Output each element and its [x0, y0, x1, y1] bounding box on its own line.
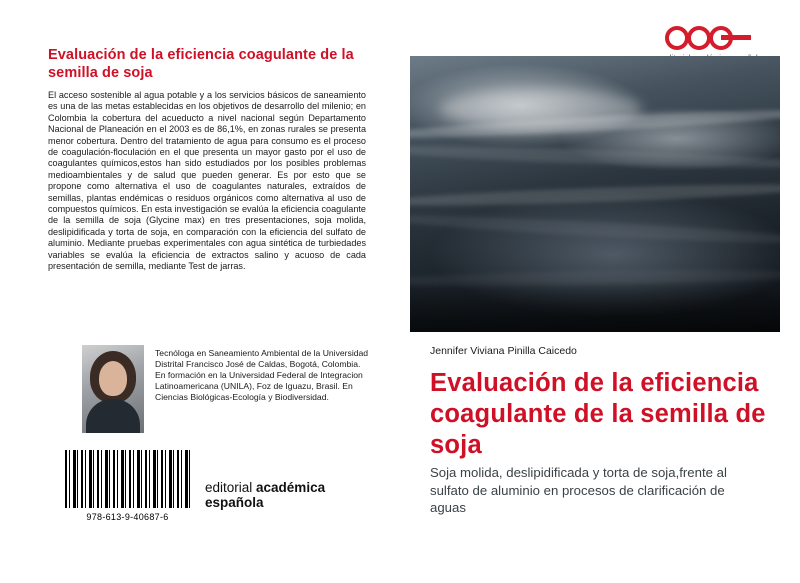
logo-ring-2-icon — [687, 26, 711, 50]
portrait-body-shape — [86, 399, 140, 433]
book-spine — [387, 20, 410, 563]
cover-photo-water — [410, 56, 780, 332]
eae-rings-icon — [663, 24, 755, 52]
front-cover-header — [410, 20, 780, 56]
back-cover-panel — [20, 20, 387, 563]
back-cover-abstract: El acceso sostenible al agua potable y a los servicios básicos de saneamiento es una de las metas establecidas en los objetivos de desarrollo del milenio; en Colombia la cobertura del acueducto a nivel nacional según Departamento Nacional de Planeación en el 2003 es de 86,1%, en zonas rurales se presenta menor cobertura. Dentro del tratamiento de agua para consumo es el proceso de coagulación-floculación en el que presenta un mayor gasto por el uso de coagulantes químicos,estos han sido estudiados por los posibles problemas medioambientales y de salud que pueden generar. Es por esto que se propone como alternativa el uso de coagulantes naturales, extraídos de semillas, plantas endémicas o residuos orgánicos como alternativa al uso de compuestos químicos. En esta investigación se evalúa la eficiencia coagulante de la semilla de soja (Glycine max) en tres presentaciones, soja molida, deslipidificada y torta de soja, en comparación con la eficiencia del sulfato de aluminio. Mediante pruebas experimentales con agua sintética de turbiedades variables se evalúa la eficiencia de extractos salino y acuoso de cada presentación de semilla, mediante Test de jarras. — [48, 90, 366, 272]
author-biography: Tecnóloga en Saneamiento Ambiental de la Universidad Distrital Francisco José de Caldas, Bogotá, Colombia. En formación en la Universidad Federal de Integracion Latinoamericana (UNILA), Foz de Iguazu, Brasil. En Ciencias Biológicas-Ecología y Biodiversidad. — [155, 348, 369, 402]
logo-ring-1-icon — [665, 26, 689, 50]
publisher-name-light: editorial — [205, 480, 257, 495]
back-cover-title: Evaluación de la eficiencia coagulante de la semilla de soja — [48, 47, 354, 81]
logo-bar-icon — [721, 35, 751, 40]
publisher-name-bold: académica española — [205, 480, 326, 510]
barcode-icon — [65, 450, 190, 508]
isbn-barcode-block — [65, 450, 190, 522]
front-cover-author: Jennifer Viviana Pinilla Caicedo — [430, 345, 577, 357]
author-portrait-photo — [82, 345, 144, 433]
isbn-number: 978-613-9-40687-6 — [86, 512, 169, 522]
photo-bottom-shading — [410, 280, 780, 332]
front-cover-subtitle: Soja molida, deslipidificada y torta de soja,frente al sulfato de aluminio en procesos de clarificación de aguas — [430, 465, 727, 515]
portrait-face-shape — [99, 361, 127, 396]
back-cover-publisher — [205, 480, 387, 510]
front-cover-title: Evaluación de la eficiencia coagulante de la semilla de soja — [430, 369, 766, 459]
front-cover-panel — [410, 20, 780, 563]
